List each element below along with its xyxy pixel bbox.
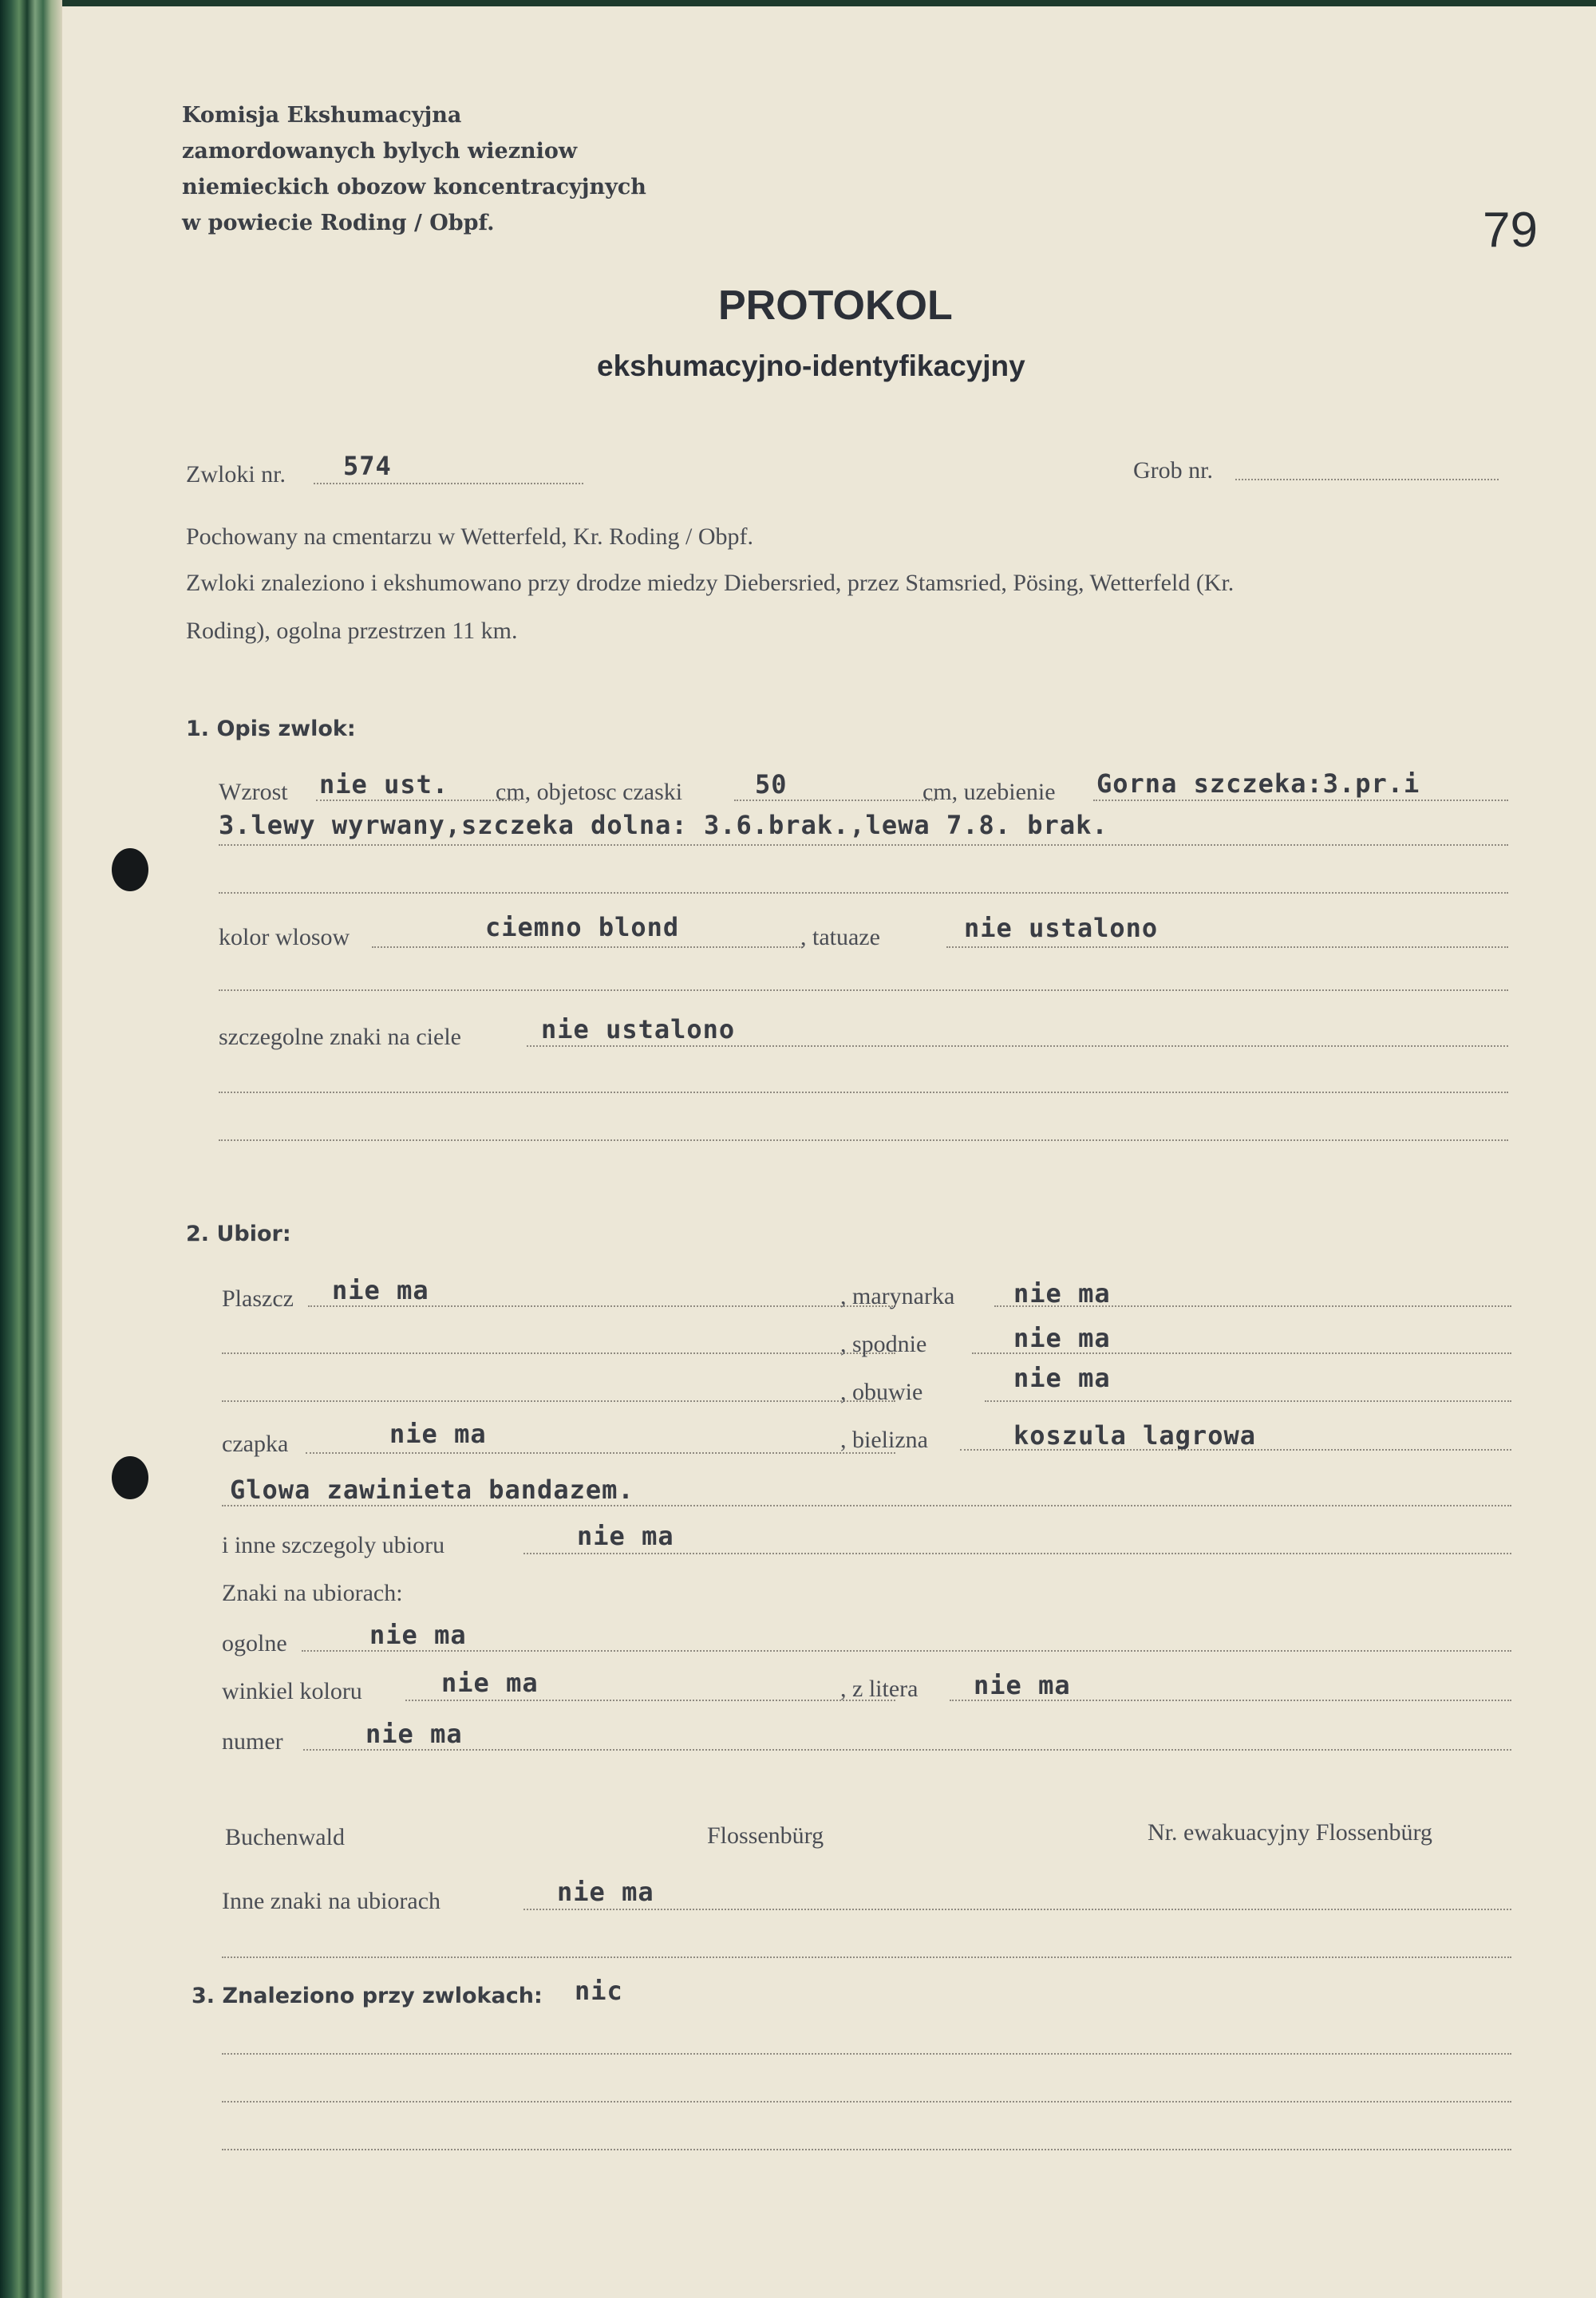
inne-szczegoly-label: i inne szczegoly ubioru xyxy=(222,1532,445,1558)
z-litera-label: , z litera xyxy=(840,1676,918,1702)
uzebienie-line xyxy=(1093,800,1508,801)
szczegolne-znaki-label: szczegolne znaki na ciele xyxy=(219,1024,461,1050)
commission-line-1: Komisja Ekshumacyjna xyxy=(182,103,462,128)
grob-line xyxy=(1235,479,1499,480)
spodnie-value: nie ma xyxy=(1013,1323,1111,1353)
spodnie-label: , spodnie xyxy=(840,1331,927,1357)
section2-heading xyxy=(186,1222,291,1246)
blank-line-6 xyxy=(222,2053,1511,2055)
uzebienie-value-2: 3.lewy wyrwany,szczeka dolna: 3.6.brak.,lewa 7.8. brak. xyxy=(219,810,1108,840)
blank-line-5 xyxy=(222,1956,1511,1958)
nr-ewakuacyjny-label: Nr. ewakuacyjny Flossenbürg xyxy=(1148,1819,1432,1846)
uzebienie-line-2 xyxy=(219,844,1508,846)
inne-znaki-label: Inne znaki na ubiorach xyxy=(222,1888,441,1914)
kolor-wlosow-line xyxy=(372,946,803,948)
czapka-value: nie ma xyxy=(389,1419,487,1449)
kolor-wlosow-value: ciemno blond xyxy=(485,912,680,942)
buchenwald-label: Buchenwald xyxy=(225,1824,345,1850)
obuwie-value: nie ma xyxy=(1013,1363,1111,1393)
numer-value: nie ma xyxy=(365,1719,463,1749)
commission-line-3: niemieckich obozow koncentracyjnych xyxy=(182,175,646,199)
folder-binding-strip xyxy=(0,0,62,2298)
glowa-note: Glowa zawinieta bandazem. xyxy=(230,1475,634,1505)
burial-line-3: Roding), ogolna przestrzen 11 km. xyxy=(186,618,518,644)
burial-line-2: Zwloki znaleziono i ekshumowano przy drodze miedzy Diebersried, przez Stamsried, Pösing, Wetterfeld (Kr. xyxy=(186,570,1235,596)
czaszka-value: 50 xyxy=(755,769,788,800)
tatuaze-value: nie ustalono xyxy=(964,913,1159,943)
z-litera-value: nie ma xyxy=(974,1670,1071,1700)
tatuaze-line xyxy=(946,946,1508,948)
burial-line-1: Pochowany na cmentarzu w Wetterfeld, Kr. Roding / Obpf. xyxy=(186,523,754,550)
inne-znaki-value: nie ma xyxy=(557,1877,654,1907)
punch-hole-top xyxy=(112,848,148,891)
zwloki-value: 574 xyxy=(343,451,392,481)
blank-line-1 xyxy=(219,892,1508,894)
czaszka-label: cm, objetosc czaski xyxy=(496,779,683,805)
inne-szczegoly-line xyxy=(523,1553,1511,1554)
flossenburg-label: Flossenbürg xyxy=(707,1822,824,1849)
zwloki-line xyxy=(314,483,583,484)
section1-number: 1. xyxy=(186,717,210,741)
plaszcz-label: Plaszcz xyxy=(222,1285,294,1312)
uzebienie-label: cm, uzebienie xyxy=(922,779,1056,805)
czapka-line xyxy=(306,1452,895,1454)
section1-title: Opis zwlok: xyxy=(216,717,356,741)
kolor-wlosow-label: kolor wlosow xyxy=(219,924,350,950)
document-title: PROTOKOL xyxy=(718,282,953,329)
blank-line-7 xyxy=(222,2101,1511,2103)
section3-number: 3. xyxy=(192,1984,215,2008)
commission-line-4: w powiecie Roding / Obpf. xyxy=(182,211,495,235)
ogolne-label: ogolne xyxy=(222,1630,287,1656)
marynarka-label: , marynarka xyxy=(840,1283,955,1309)
protocol-page xyxy=(62,6,1596,2298)
page-number: 79 xyxy=(1483,203,1538,258)
numer-label: numer xyxy=(222,1728,283,1755)
czapka-label: czapka xyxy=(222,1431,289,1457)
bielizna-value: koszula lagrowa xyxy=(1013,1420,1256,1451)
section2-title: Ubior: xyxy=(216,1222,291,1246)
grob-label: Grob nr. xyxy=(1133,457,1213,484)
section3-heading xyxy=(192,1984,543,2008)
znaki-na-ubiorach-label: Znaki na ubiorach: xyxy=(222,1580,403,1606)
section3-title: Znaleziono przy zwlokach: xyxy=(222,1984,543,2008)
plaszcz-line-2 xyxy=(222,1352,895,1354)
document-subtitle: ekshumacyjno-identyfikacyjny xyxy=(597,349,1025,382)
bielizna-label: , bielizna xyxy=(840,1427,928,1453)
winkiel-value: nie ma xyxy=(441,1668,539,1698)
plaszcz-value: nie ma xyxy=(332,1275,429,1305)
tatuaze-label: , tatuaze xyxy=(800,924,880,950)
blank-line-8 xyxy=(222,2149,1511,2150)
wzrost-line xyxy=(316,800,519,801)
plaszcz-line xyxy=(308,1305,895,1307)
uzebienie-value-1: Gorna szczeka:3.pr.i xyxy=(1096,768,1420,799)
blank-line-3 xyxy=(219,1092,1508,1093)
ogolne-value: nie ma xyxy=(369,1620,467,1650)
wzrost-value: nie ust. xyxy=(319,769,449,800)
blank-line-4 xyxy=(219,1139,1508,1141)
szczegolne-znaki-line xyxy=(527,1045,1508,1047)
obuwie-line xyxy=(985,1400,1511,1402)
marynarka-value: nie ma xyxy=(1013,1278,1111,1309)
inne-znaki-line xyxy=(523,1909,1511,1910)
numer-line xyxy=(303,1749,1511,1751)
obuwie-label: , obuwie xyxy=(840,1379,923,1405)
section2-number: 2. xyxy=(186,1222,210,1246)
glowa-line xyxy=(222,1505,1511,1506)
ogolne-line xyxy=(302,1650,1511,1652)
winkiel-line xyxy=(405,1700,895,1701)
czaszka-line xyxy=(734,800,935,801)
section1-heading xyxy=(186,717,356,741)
inne-szczegoly-value: nie ma xyxy=(577,1521,674,1551)
zwloki-label: Zwloki nr. xyxy=(186,461,286,488)
wzrost-label: Wzrost xyxy=(219,779,288,805)
section3-value: nic xyxy=(575,1976,623,2006)
szczegolne-znaki-value: nie ustalono xyxy=(541,1014,736,1044)
commission-line-2: zamordowanych bylych wiezniow xyxy=(182,139,578,164)
winkiel-label: winkiel koloru xyxy=(222,1678,362,1704)
plaszcz-line-3 xyxy=(222,1400,895,1402)
blank-line-2 xyxy=(219,989,1508,991)
punch-hole-bottom xyxy=(112,1456,148,1499)
